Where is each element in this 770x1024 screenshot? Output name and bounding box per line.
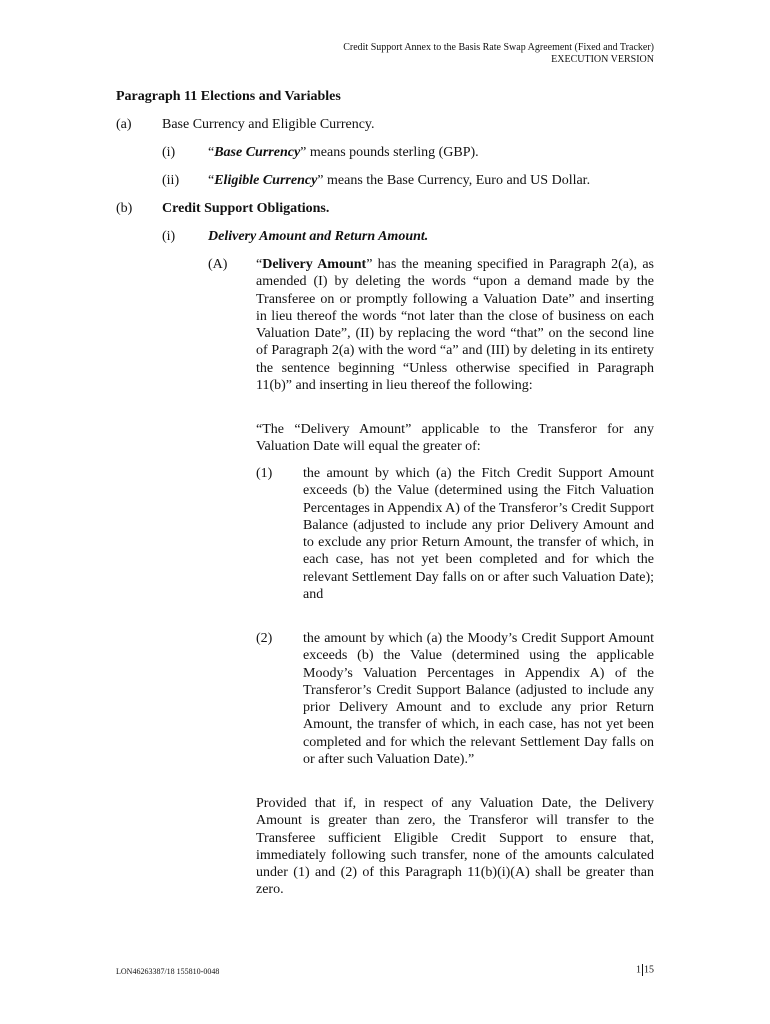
definition-text: ” means the Base Currency, Euro and US Dollar.: [317, 173, 591, 188]
total-pages: 15: [644, 964, 654, 976]
page-separator: [642, 964, 643, 976]
open-quote: “: [208, 145, 215, 160]
quote-intro: “The “Delivery Amount” applicable to the Transferor for any Valuation Date will equal the greater of:: [256, 422, 654, 455]
item-ii-label: (ii): [162, 173, 180, 188]
current-page: 1: [636, 964, 641, 976]
delivery-amount-definition: [256, 256, 654, 394]
sub-i-label: (i): [162, 229, 176, 244]
page-number: [636, 964, 654, 976]
section-b-heading: Credit Support Obligations.: [162, 201, 330, 216]
sub-A-label: (A): [208, 257, 228, 272]
definition-text: ” has the meaning specified in Paragraph 2(a), as amended (I) by deleting the words “upon a demand made by the Transferee on or promptly following a Valuation Date” and inserting in lieu thereof the words “not later than the close of business on each Valuation Date”, (II) by replacing the word “that” on the second line of Paragraph 2(a) with the word “a” and (III) by deleting in its entirety the sentence beginning “Unless otherwise specified in Paragraph 11(b)” and inserting in lieu thereof the following:: [256, 257, 654, 394]
definition-text: ” means pounds sterling (GBP).: [300, 145, 479, 160]
sub-i-heading: Delivery Amount and Return Amount.: [208, 229, 429, 244]
page-title: Paragraph 11 Elections and Variables: [116, 89, 341, 104]
header-version: EXECUTION VERSION: [551, 54, 654, 65]
item-i-label: (i): [162, 145, 176, 160]
document-reference: LON46263387/18 155810-0048: [116, 967, 220, 976]
open-quote: “: [208, 173, 215, 188]
section-a-label: (a): [116, 117, 132, 132]
proviso-paragraph: Provided that if, in respect of any Valuation Date, the Delivery Amount is greater than zero, the Transferor will transfer to the Transferee sufficient Eligible Credit Support to ensure that, immediately following such transfer, none of the amounts calculated under (1) and (2) of this Paragraph 11(b)(i)(A) shall be greater than zero.: [256, 796, 654, 898]
open-quote: “: [256, 257, 263, 272]
item-1-text: the amount by which (a) the Fitch Credit Support Amount exceeds (b) the Value (determined using the Fitch Valuation Percentages in Appendix A) of the Transferor’s Credit Support Balance (adjusted to include any prior Delivery Amount and to exclude any prior Return Amount, the transfer of which, in each case, has not yet been completed and for which the relevant Settlement Day falls on or after such Valuation Date); and: [303, 466, 654, 603]
item-1-label: (1): [256, 466, 273, 481]
header-agreement-title: Credit Support Annex to the Basis Rate Swap Agreement (Fixed and Tracker): [343, 42, 654, 53]
section-a-heading: Base Currency and Eligible Currency.: [162, 117, 375, 132]
item-2-text: the amount by which (a) the Moody’s Credit Support Amount exceeds (b) the Value (determined using the applicable Moody’s Valuation Percentages in Appendix A) of the Transferor’s Credit Support Balance (adjusted to include any prior Delivery Amount and to exclude any prior Return Amount, the transfer of which, in each case, has not yet been completed and for which the relevant Settlement Day falls on or after such Valuation Date).”: [303, 631, 654, 768]
item-2-label: (2): [256, 631, 273, 646]
section-b-label: (b): [116, 201, 133, 216]
base-currency-definition: [208, 144, 479, 162]
defined-term: Delivery Amount: [262, 257, 367, 272]
defined-term: Base Currency: [214, 145, 301, 160]
eligible-currency-definition: [208, 172, 590, 190]
defined-term: Eligible Currency: [214, 173, 318, 188]
running-header: [343, 42, 654, 66]
